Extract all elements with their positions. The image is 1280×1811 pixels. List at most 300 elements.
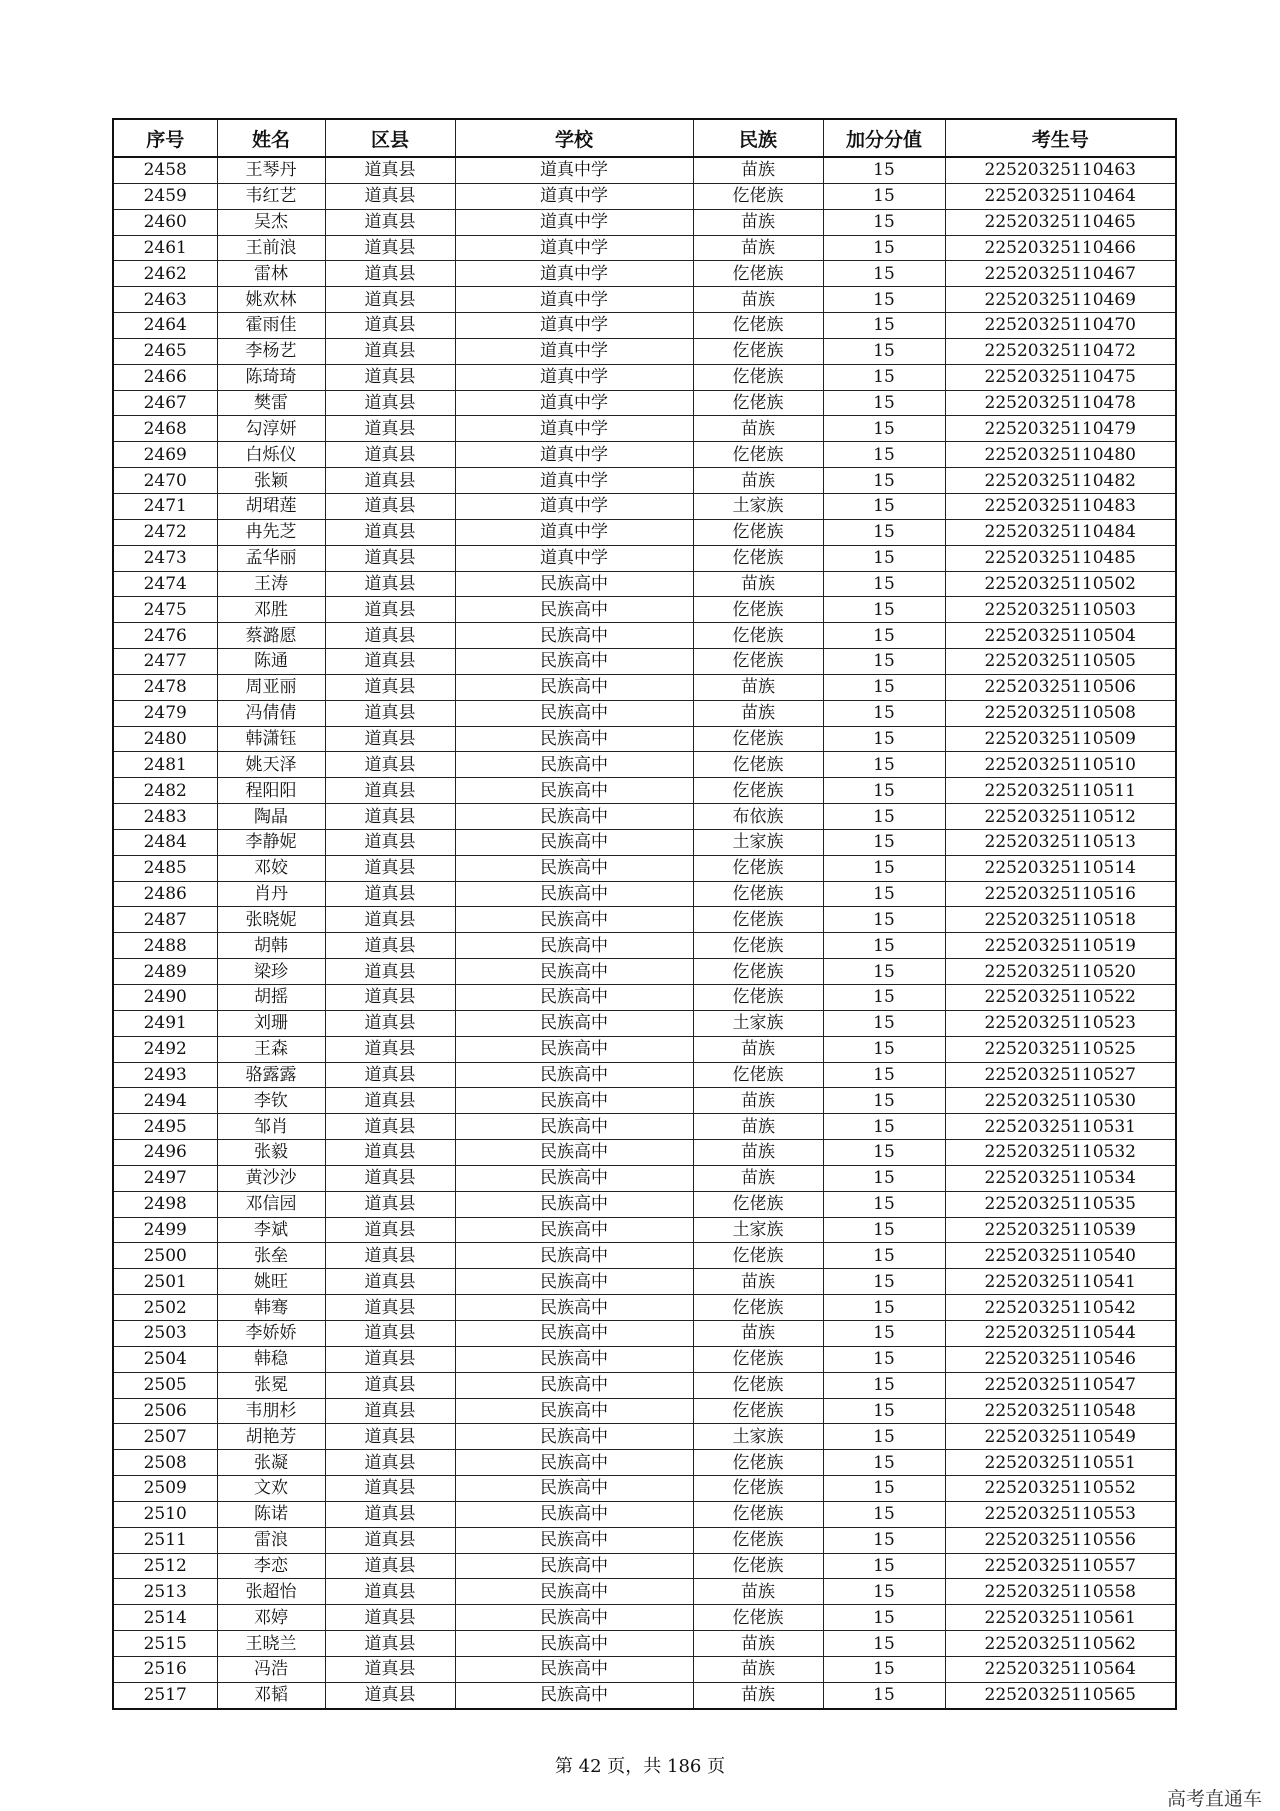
cell-ethnicity: 苗族	[693, 1682, 823, 1708]
cell-exam-id: 22520325110475	[945, 364, 1176, 390]
cell-district: 道真县	[325, 881, 455, 907]
cell-name: 白烁仪	[217, 442, 325, 468]
cell-district: 道真县	[325, 338, 455, 364]
cell-ethnicity: 土家族	[693, 829, 823, 855]
cell-exam-id: 22520325110523	[945, 1010, 1176, 1036]
table-row	[113, 1062, 1176, 1088]
cell-school: 民族高中	[455, 1398, 693, 1424]
cell-ethnicity: 土家族	[693, 1217, 823, 1243]
cell-seq: 2494	[113, 1088, 217, 1114]
cell-ethnicity: 仡佬族	[693, 1243, 823, 1269]
cell-district: 道真县	[325, 1450, 455, 1476]
cell-seq: 2516	[113, 1656, 217, 1682]
cell-ethnicity: 苗族	[693, 1088, 823, 1114]
cell-school: 道真中学	[455, 545, 693, 571]
table-row	[113, 1579, 1176, 1605]
cell-bonus-points: 15	[823, 649, 945, 675]
cell-ethnicity: 苗族	[693, 1114, 823, 1140]
header-name: 姓名	[217, 119, 325, 157]
cell-seq: 2513	[113, 1579, 217, 1605]
cell-seq: 2501	[113, 1269, 217, 1295]
cell-ethnicity: 仡佬族	[693, 881, 823, 907]
cell-district: 道真县	[325, 1114, 455, 1140]
cell-ethnicity: 仡佬族	[693, 338, 823, 364]
cell-school: 民族高中	[455, 1114, 693, 1140]
cell-seq: 2497	[113, 1165, 217, 1191]
cell-name: 王森	[217, 1036, 325, 1062]
cell-name: 黄沙沙	[217, 1165, 325, 1191]
cell-seq: 2496	[113, 1140, 217, 1166]
cell-school: 民族高中	[455, 1062, 693, 1088]
cell-ethnicity: 苗族	[693, 1320, 823, 1346]
cell-exam-id: 22520325110512	[945, 804, 1176, 830]
cell-district: 道真县	[325, 829, 455, 855]
cell-school: 民族高中	[455, 1269, 693, 1295]
table-row	[113, 907, 1176, 933]
cell-seq: 2464	[113, 313, 217, 339]
cell-school: 民族高中	[455, 1036, 693, 1062]
table-row	[113, 338, 1176, 364]
cell-district: 道真县	[325, 1372, 455, 1398]
cell-name: 樊雷	[217, 390, 325, 416]
table-row	[113, 287, 1176, 313]
table-row	[113, 752, 1176, 778]
cell-name: 冉先芝	[217, 519, 325, 545]
cell-district: 道真县	[325, 1217, 455, 1243]
cell-exam-id: 22520325110535	[945, 1191, 1176, 1217]
cell-seq: 2489	[113, 959, 217, 985]
cell-ethnicity: 苗族	[693, 468, 823, 494]
cell-district: 道真县	[325, 649, 455, 675]
cell-name: 李杨艺	[217, 338, 325, 364]
cell-school: 道真中学	[455, 235, 693, 261]
cell-name: 勾淳妍	[217, 416, 325, 442]
cell-school: 民族高中	[455, 1553, 693, 1579]
cell-bonus-points: 15	[823, 1295, 945, 1321]
cell-school: 民族高中	[455, 829, 693, 855]
cell-bonus-points: 15	[823, 1450, 945, 1476]
cell-school: 民族高中	[455, 700, 693, 726]
cell-school: 民族高中	[455, 1527, 693, 1553]
table-row	[113, 364, 1176, 390]
cell-name: 邹肖	[217, 1114, 325, 1140]
cell-school: 民族高中	[455, 1010, 693, 1036]
cell-seq: 2463	[113, 287, 217, 313]
cell-school: 民族高中	[455, 1450, 693, 1476]
table-row	[113, 804, 1176, 830]
cell-school: 民族高中	[455, 1217, 693, 1243]
table-row	[113, 1243, 1176, 1269]
cell-exam-id: 22520325110547	[945, 1372, 1176, 1398]
cell-district: 道真县	[325, 1605, 455, 1631]
cell-exam-id: 22520325110482	[945, 468, 1176, 494]
table-row	[113, 493, 1176, 519]
cell-seq: 2514	[113, 1605, 217, 1631]
cell-ethnicity: 仡佬族	[693, 933, 823, 959]
table-row	[113, 829, 1176, 855]
table-row	[113, 700, 1176, 726]
cell-school: 民族高中	[455, 1191, 693, 1217]
cell-name: 蔡潞愿	[217, 623, 325, 649]
cell-ethnicity: 仡佬族	[693, 1398, 823, 1424]
cell-seq: 2505	[113, 1372, 217, 1398]
cell-school: 民族高中	[455, 804, 693, 830]
cell-school: 道真中学	[455, 468, 693, 494]
cell-seq: 2488	[113, 933, 217, 959]
cell-bonus-points: 15	[823, 907, 945, 933]
cell-bonus-points: 15	[823, 700, 945, 726]
cell-bonus-points: 15	[823, 1527, 945, 1553]
cell-exam-id: 22520325110504	[945, 623, 1176, 649]
header-exam-id: 考生号	[945, 119, 1176, 157]
cell-district: 道真县	[325, 416, 455, 442]
cell-ethnicity: 仡佬族	[693, 985, 823, 1011]
cell-district: 道真县	[325, 313, 455, 339]
cell-seq: 2487	[113, 907, 217, 933]
cell-exam-id: 22520325110531	[945, 1114, 1176, 1140]
cell-school: 道真中学	[455, 519, 693, 545]
cell-name: 冯浩	[217, 1656, 325, 1682]
cell-ethnicity: 仡佬族	[693, 1476, 823, 1502]
cell-school: 民族高中	[455, 623, 693, 649]
cell-exam-id: 22520325110465	[945, 209, 1176, 235]
cell-bonus-points: 15	[823, 183, 945, 209]
table-row	[113, 1320, 1176, 1346]
cell-name: 胡珺莲	[217, 493, 325, 519]
cell-seq: 2498	[113, 1191, 217, 1217]
cell-name: 陶晶	[217, 804, 325, 830]
cell-school: 民族高中	[455, 1682, 693, 1708]
cell-name: 张颖	[217, 468, 325, 494]
table-row	[113, 313, 1176, 339]
cell-district: 道真县	[325, 623, 455, 649]
cell-bonus-points: 15	[823, 442, 945, 468]
cell-district: 道真县	[325, 959, 455, 985]
cell-exam-id: 22520325110557	[945, 1553, 1176, 1579]
cell-seq: 2475	[113, 597, 217, 623]
cell-exam-id: 22520325110527	[945, 1062, 1176, 1088]
cell-seq: 2467	[113, 390, 217, 416]
cell-name: 邓胜	[217, 597, 325, 623]
cell-seq: 2511	[113, 1527, 217, 1553]
cell-seq: 2468	[113, 416, 217, 442]
cell-bonus-points: 15	[823, 468, 945, 494]
cell-district: 道真县	[325, 183, 455, 209]
cell-exam-id: 22520325110542	[945, 1295, 1176, 1321]
cell-seq: 2465	[113, 338, 217, 364]
cell-seq: 2481	[113, 752, 217, 778]
table-row	[113, 442, 1176, 468]
cell-school: 道真中学	[455, 209, 693, 235]
table-row	[113, 1346, 1176, 1372]
cell-district: 道真县	[325, 519, 455, 545]
cell-name: 雷浪	[217, 1527, 325, 1553]
table-row	[113, 1631, 1176, 1657]
cell-exam-id: 22520325110561	[945, 1605, 1176, 1631]
cell-ethnicity: 仡佬族	[693, 390, 823, 416]
cell-district: 道真县	[325, 1631, 455, 1657]
table-body	[113, 157, 1176, 1709]
cell-bonus-points: 15	[823, 493, 945, 519]
cell-seq: 2515	[113, 1631, 217, 1657]
cell-seq: 2509	[113, 1476, 217, 1502]
cell-ethnicity: 土家族	[693, 493, 823, 519]
cell-name: 雷林	[217, 261, 325, 287]
cell-exam-id: 22520325110544	[945, 1320, 1176, 1346]
table-row	[113, 881, 1176, 907]
cell-school: 民族高中	[455, 1372, 693, 1398]
cell-ethnicity: 苗族	[693, 1656, 823, 1682]
cell-bonus-points: 15	[823, 1088, 945, 1114]
watermark: 高考直通车	[1166, 1788, 1262, 1810]
cell-exam-id: 22520325110506	[945, 674, 1176, 700]
cell-ethnicity: 仡佬族	[693, 752, 823, 778]
cell-district: 道真县	[325, 261, 455, 287]
cell-school: 道真中学	[455, 157, 693, 183]
header-district: 区县	[325, 119, 455, 157]
cell-name: 韩潇钰	[217, 726, 325, 752]
cell-district: 道真县	[325, 1243, 455, 1269]
table-row	[113, 1217, 1176, 1243]
cell-name: 姚旺	[217, 1269, 325, 1295]
cell-exam-id: 22520325110480	[945, 442, 1176, 468]
cell-school: 道真中学	[455, 416, 693, 442]
cell-bonus-points: 15	[823, 674, 945, 700]
cell-exam-id: 22520325110485	[945, 545, 1176, 571]
roster-table-container	[112, 118, 1175, 1710]
cell-district: 道真县	[325, 1140, 455, 1166]
cell-name: 王前浪	[217, 235, 325, 261]
cell-exam-id: 22520325110539	[945, 1217, 1176, 1243]
cell-school: 民族高中	[455, 1605, 693, 1631]
cell-seq: 2480	[113, 726, 217, 752]
cell-ethnicity: 苗族	[693, 1140, 823, 1166]
cell-bonus-points: 15	[823, 623, 945, 649]
cell-district: 道真县	[325, 804, 455, 830]
cell-name: 吴杰	[217, 209, 325, 235]
cell-exam-id: 22520325110483	[945, 493, 1176, 519]
cell-bonus-points: 15	[823, 209, 945, 235]
cell-exam-id: 22520325110549	[945, 1424, 1176, 1450]
cell-name: 霍雨佳	[217, 313, 325, 339]
cell-name: 韦红艺	[217, 183, 325, 209]
cell-bonus-points: 15	[823, 364, 945, 390]
cell-name: 李静妮	[217, 829, 325, 855]
cell-school: 民族高中	[455, 597, 693, 623]
cell-name: 陈通	[217, 649, 325, 675]
cell-name: 张垒	[217, 1243, 325, 1269]
cell-school: 民族高中	[455, 1579, 693, 1605]
cell-exam-id: 22520325110530	[945, 1088, 1176, 1114]
cell-name: 张晓妮	[217, 907, 325, 933]
cell-seq: 2507	[113, 1424, 217, 1450]
cell-district: 道真县	[325, 778, 455, 804]
cell-exam-id: 22520325110519	[945, 933, 1176, 959]
cell-school: 民族高中	[455, 1501, 693, 1527]
cell-ethnicity: 苗族	[693, 235, 823, 261]
cell-school: 道真中学	[455, 338, 693, 364]
cell-name: 梁珍	[217, 959, 325, 985]
cell-ethnicity: 仡佬族	[693, 623, 823, 649]
cell-name: 肖丹	[217, 881, 325, 907]
cell-school: 民族高中	[455, 881, 693, 907]
cell-ethnicity: 仡佬族	[693, 778, 823, 804]
table-row	[113, 1165, 1176, 1191]
cell-seq: 2504	[113, 1346, 217, 1372]
cell-bonus-points: 15	[823, 1320, 945, 1346]
cell-ethnicity: 仡佬族	[693, 1553, 823, 1579]
table-row	[113, 1656, 1176, 1682]
cell-district: 道真县	[325, 235, 455, 261]
cell-exam-id: 22520325110522	[945, 985, 1176, 1011]
cell-seq: 2499	[113, 1217, 217, 1243]
cell-seq: 2490	[113, 985, 217, 1011]
cell-school: 民族高中	[455, 571, 693, 597]
cell-seq: 2473	[113, 545, 217, 571]
cell-seq: 2500	[113, 1243, 217, 1269]
table-row	[113, 468, 1176, 494]
cell-seq: 2495	[113, 1114, 217, 1140]
cell-exam-id: 22520325110556	[945, 1527, 1176, 1553]
cell-exam-id: 22520325110513	[945, 829, 1176, 855]
cell-name: 张毅	[217, 1140, 325, 1166]
header-school: 学校	[455, 119, 693, 157]
cell-school: 民族高中	[455, 1346, 693, 1372]
cell-bonus-points: 15	[823, 571, 945, 597]
cell-district: 道真县	[325, 1062, 455, 1088]
cell-name: 王晓兰	[217, 1631, 325, 1657]
cell-district: 道真县	[325, 1682, 455, 1708]
cell-school: 民族高中	[455, 752, 693, 778]
header-seq: 序号	[113, 119, 217, 157]
cell-bonus-points: 15	[823, 829, 945, 855]
cell-school: 民族高中	[455, 1295, 693, 1321]
cell-school: 民族高中	[455, 1631, 693, 1657]
table-row	[113, 1553, 1176, 1579]
cell-exam-id: 22520325110525	[945, 1036, 1176, 1062]
cell-ethnicity: 仡佬族	[693, 1346, 823, 1372]
cell-ethnicity: 苗族	[693, 1165, 823, 1191]
table-row	[113, 235, 1176, 261]
cell-district: 道真县	[325, 390, 455, 416]
cell-ethnicity: 仡佬族	[693, 442, 823, 468]
cell-seq: 2491	[113, 1010, 217, 1036]
cell-school: 民族高中	[455, 1424, 693, 1450]
cell-ethnicity: 仡佬族	[693, 313, 823, 339]
cell-school: 民族高中	[455, 907, 693, 933]
cell-seq: 2476	[113, 623, 217, 649]
cell-name: 张超怡	[217, 1579, 325, 1605]
cell-ethnicity: 仡佬族	[693, 597, 823, 623]
header-row	[113, 119, 1176, 157]
cell-bonus-points: 15	[823, 313, 945, 339]
cell-ethnicity: 仡佬族	[693, 959, 823, 985]
cell-school: 民族高中	[455, 1320, 693, 1346]
cell-ethnicity: 苗族	[693, 209, 823, 235]
cell-bonus-points: 15	[823, 726, 945, 752]
cell-seq: 2512	[113, 1553, 217, 1579]
cell-bonus-points: 15	[823, 1682, 945, 1708]
cell-name: 邓姣	[217, 855, 325, 881]
cell-name: 孟华丽	[217, 545, 325, 571]
cell-school: 民族高中	[455, 1476, 693, 1502]
cell-school: 道真中学	[455, 493, 693, 519]
cell-name: 姚欢林	[217, 287, 325, 313]
cell-exam-id: 22520325110564	[945, 1656, 1176, 1682]
cell-exam-id: 22520325110551	[945, 1450, 1176, 1476]
cell-exam-id: 22520325110505	[945, 649, 1176, 675]
cell-bonus-points: 15	[823, 390, 945, 416]
cell-name: 李斌	[217, 1217, 325, 1243]
cell-school: 民族高中	[455, 1088, 693, 1114]
cell-district: 道真县	[325, 855, 455, 881]
cell-school: 道真中学	[455, 183, 693, 209]
cell-ethnicity: 苗族	[693, 1036, 823, 1062]
cell-school: 民族高中	[455, 855, 693, 881]
cell-exam-id: 22520325110514	[945, 855, 1176, 881]
table-row	[113, 726, 1176, 752]
cell-ethnicity: 布依族	[693, 804, 823, 830]
cell-bonus-points: 15	[823, 1010, 945, 1036]
cell-ethnicity: 仡佬族	[693, 1450, 823, 1476]
cell-school: 道真中学	[455, 442, 693, 468]
cell-district: 道真县	[325, 571, 455, 597]
cell-school: 民族高中	[455, 1656, 693, 1682]
cell-name: 文欢	[217, 1476, 325, 1502]
cell-name: 胡艳芳	[217, 1424, 325, 1450]
cell-district: 道真县	[325, 1398, 455, 1424]
cell-seq: 2478	[113, 674, 217, 700]
cell-exam-id: 22520325110562	[945, 1631, 1176, 1657]
cell-exam-id: 22520325110541	[945, 1269, 1176, 1295]
cell-school: 民族高中	[455, 649, 693, 675]
cell-bonus-points: 15	[823, 545, 945, 571]
cell-school: 民族高中	[455, 1140, 693, 1166]
cell-school: 道真中学	[455, 287, 693, 313]
table-row	[113, 1140, 1176, 1166]
cell-name: 冯倩倩	[217, 700, 325, 726]
cell-school: 道真中学	[455, 390, 693, 416]
cell-district: 道真县	[325, 1656, 455, 1682]
cell-district: 道真县	[325, 674, 455, 700]
cell-name: 王琴丹	[217, 157, 325, 183]
cell-bonus-points: 15	[823, 1114, 945, 1140]
cell-name: 张凝	[217, 1450, 325, 1476]
cell-school: 民族高中	[455, 778, 693, 804]
cell-ethnicity: 苗族	[693, 287, 823, 313]
cell-exam-id: 22520325110472	[945, 338, 1176, 364]
cell-name: 张冕	[217, 1372, 325, 1398]
cell-bonus-points: 15	[823, 881, 945, 907]
cell-district: 道真县	[325, 1579, 455, 1605]
cell-exam-id: 22520325110553	[945, 1501, 1176, 1527]
cell-district: 道真县	[325, 1165, 455, 1191]
cell-seq: 2485	[113, 855, 217, 881]
cell-ethnicity: 仡佬族	[693, 519, 823, 545]
cell-ethnicity: 仡佬族	[693, 855, 823, 881]
cell-ethnicity: 土家族	[693, 1424, 823, 1450]
cell-seq: 2459	[113, 183, 217, 209]
cell-district: 道真县	[325, 1476, 455, 1502]
cell-exam-id: 22520325110510	[945, 752, 1176, 778]
cell-bonus-points: 15	[823, 1553, 945, 1579]
table-row	[113, 1476, 1176, 1502]
cell-district: 道真县	[325, 1424, 455, 1450]
cell-ethnicity: 苗族	[693, 571, 823, 597]
cell-exam-id: 22520325110518	[945, 907, 1176, 933]
cell-school: 道真中学	[455, 313, 693, 339]
table-row	[113, 674, 1176, 700]
